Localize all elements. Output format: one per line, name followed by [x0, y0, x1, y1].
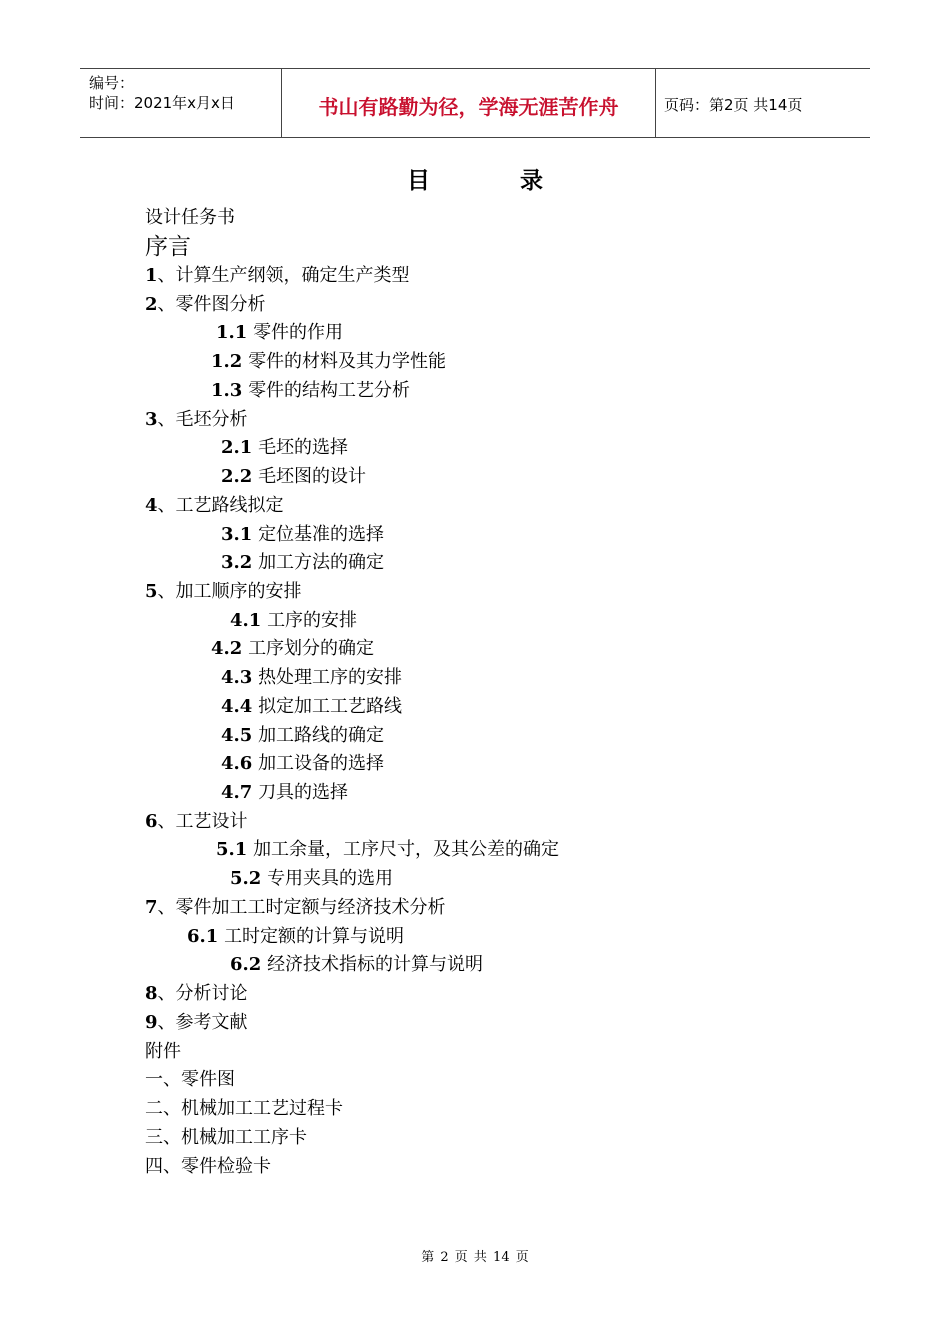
toc-entry: 四、零件检验卡: [145, 1156, 271, 1177]
toc-entry: 3、毛坯分析: [145, 409, 248, 430]
time-label: 时间：2021年x月x日: [89, 94, 235, 112]
serial-label: 编号：: [89, 74, 135, 92]
toc-entry: 4.2 工序划分的确定: [211, 638, 375, 659]
toc-entry: 4.3 热处理工序的安排: [221, 667, 403, 688]
toc-entry: 5、加工顺序的安排: [145, 581, 302, 602]
page-info: 页码：第2页 共14页: [664, 96, 803, 114]
motto: 书山有路勤为径，学海无涯苦作舟: [318, 95, 619, 119]
toc-entry: 3.2 加工方法的确定: [221, 552, 385, 573]
toc-entry: 4.6 加工设备的选择: [221, 753, 385, 774]
toc-entry: 设计任务书: [145, 207, 235, 228]
toc-entry: 二、机械加工工艺过程卡: [145, 1098, 343, 1119]
toc-entry: 4.1 工序的安排: [230, 610, 358, 631]
toc-entry: 8、分析讨论: [145, 983, 248, 1004]
toc-entry: 6.1 工时定额的计算与说明: [187, 926, 405, 947]
toc-entry: 5.2 专用夹具的选用: [230, 868, 394, 889]
toc-entry: 9、参考文献: [145, 1012, 248, 1033]
page-title: 目录: [407, 168, 633, 194]
toc-entry: 三、机械加工工序卡: [145, 1127, 307, 1148]
header-page-cell: [655, 69, 870, 137]
toc-entry: 1.1 零件的作用: [216, 322, 344, 343]
page-footer: 第 2 页 共 14 页: [421, 1250, 529, 1265]
toc-entry: 7、零件加工工时定额与经济技术分析: [145, 897, 446, 918]
page-header: [80, 68, 870, 138]
toc-entry: 4.7 刀具的选择: [221, 782, 349, 803]
toc-entry: 1、计算生产纲领，确定生产类型: [145, 265, 410, 286]
toc-entry: 5.1 加工余量，工序尺寸，及其公差的确定: [216, 839, 560, 860]
toc-entry: 附件: [145, 1041, 181, 1062]
toc-entry: 3.1 定位基准的选择: [221, 524, 385, 545]
toc-entry: 2.2 毛坯图的设计: [221, 466, 367, 487]
toc-entry: 1.3 零件的结构工艺分析: [211, 380, 411, 401]
header-motto-cell: [281, 69, 656, 137]
header-meta-cell: [80, 69, 281, 137]
toc-entry: 2、零件图分析: [145, 294, 266, 315]
toc-entry: 序言: [145, 234, 191, 260]
toc-entry: 6.2 经济技术指标的计算与说明: [230, 954, 484, 975]
toc-entry: 4、工艺路线拟定: [145, 495, 284, 516]
toc-entry: 一、零件图: [145, 1069, 235, 1090]
toc-entry: 4.4 拟定加工工艺路线: [221, 696, 403, 717]
toc-entry: 4.5 加工路线的确定: [221, 725, 385, 746]
toc-entry: 6、工艺设计: [145, 811, 248, 832]
toc-entry: 1.2 零件的材料及其力学性能: [211, 351, 447, 372]
toc-entry: 2.1 毛坯的选择: [221, 437, 349, 458]
